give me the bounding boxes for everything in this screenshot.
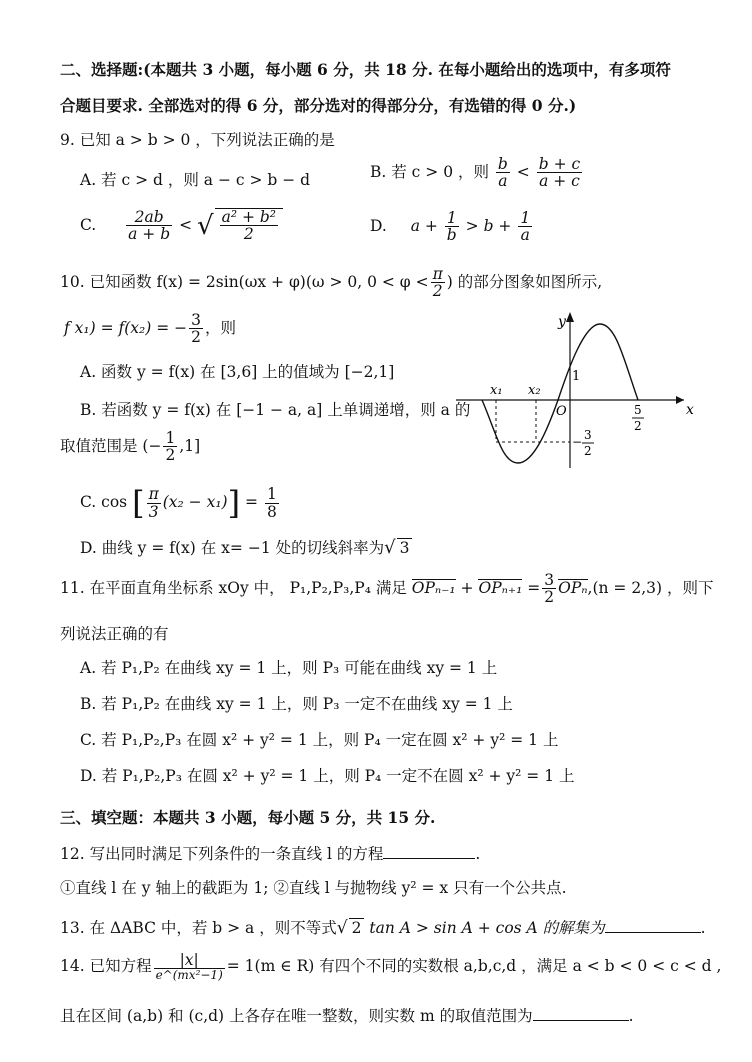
q9-option-d (370, 210, 534, 244)
q9-option-b-label: B. 若 c > 0 ，则 (370, 162, 489, 181)
q10-condition (64, 312, 236, 346)
q11-eq: = (527, 578, 541, 597)
q11-option-d: D. 若 P₁,P₂,P₃ 在圆 x² + y² = 1 上，则 P₄ 一定不在圆 x² + y² = 1 上 (80, 767, 575, 785)
q11-option-a: A. 若 P₁,P₂ 在曲线 xy = 1 上，则 P₃ 可能在曲线 xy = 1 上 (80, 659, 498, 677)
graph-origin-label: O (556, 404, 567, 419)
graph-y-arrow (566, 312, 574, 322)
q10-c-label: C. cos (80, 493, 128, 511)
q11-stem-a: 11. 在平面直角坐标系 xOy 中， P₁,P₂,P₃,P₄ 满足 (60, 578, 407, 597)
q9-d-a: a + (410, 216, 438, 235)
q10-b2-frac: $\frac{1}{2}$ (165, 429, 176, 465)
q13-stem-b: tan A > sin A + cos A 的解集为 (369, 919, 605, 937)
q10-cond-frac: $\frac{3}{2}$ (191, 311, 201, 347)
q10-c-rbracket: ] (227, 484, 241, 522)
q12-stem-text: 12. 写出同时满足下列条件的一条直线 l 的方程 (60, 845, 384, 863)
q10-c-inner: (x₂ − x₁) (162, 493, 228, 511)
q10-option-d (80, 536, 412, 558)
graph-x2-label: x₂ (528, 383, 541, 398)
q9-c-lt: < (179, 215, 193, 234)
q12-answer-blank[interactable] (383, 858, 475, 859)
q14-answer-blank[interactable] (533, 1020, 629, 1021)
q9-option-d-label: D. (370, 216, 387, 235)
q10-d-radical-sign: √ (384, 537, 396, 558)
q10-c-lbracket: [ (132, 484, 145, 522)
q11-frac: $\frac{3}{2}$ (544, 571, 555, 607)
q10-cond-a: f x₁) = f(x₂) = − (64, 318, 188, 337)
graph-two-label-b: 2 (584, 444, 592, 458)
q13-stem-a: 13. 在 ΔABC 中，若 b > a ，则不等式 (60, 919, 337, 937)
q9-c-radical: $\frac{\text{a² + b²}}{2}$ (215, 208, 283, 243)
q14-frac: $\frac{|x|}{\text{e\textasciicircum{}(mx²−1)}}$ (155, 951, 223, 983)
q14-line2-text: 且在区间 (a,b) 和 (c,d) 上各存在唯一整数，则实数 m 的取值范围为 (60, 1007, 533, 1025)
q14-stem-b: = 1(m ∈ R) 有四个不同的实数根 a,b,c,d ，满足 a < b < 0 < c < d , (226, 956, 722, 975)
q11-vec2: OPₙ₊₁ (478, 578, 523, 597)
q9-b-frac2: $\frac{b + c}{a + c}$ (538, 155, 581, 191)
q13-radical-sign: √ (336, 918, 348, 938)
q10-cond-b: ，则 (205, 318, 237, 337)
section-2-heading-line2: 合题目要求. 全部选对的得 6 分，部分选对的得部分分，有选错的得 0 分.) (60, 96, 577, 115)
graph-neg-sign: − (572, 435, 583, 449)
q9-option-a: A. 若 c > d ，则 a − c > b − d (80, 171, 311, 189)
q9-d-frac1: $\frac{1}{b}$ (446, 209, 457, 245)
q14-stem (60, 952, 721, 982)
q9-option-c-label: C. (80, 215, 97, 234)
q10-option-b-line1: B. 若函数 y = f(x) 在 [−1 − a, a] 上单调递增，则 a 的 (80, 401, 471, 419)
q9-option-b (370, 156, 584, 190)
q10-b2-b: ,1] (179, 436, 201, 455)
q10-option-b-line2 (60, 430, 200, 464)
function-graph (452, 308, 692, 478)
q13-answer-blank[interactable] (605, 932, 701, 933)
section-2-heading-line1: 二、选择题:(本题共 3 小题，每小题 6 分，共 18 分. 在每小题给出的选项中，有多项符 (60, 60, 671, 79)
q10-stem-frac: $\frac{\pi}{2}$ (432, 265, 443, 301)
q11-plus: + (460, 578, 474, 597)
graph-five-label: 5 (634, 403, 642, 417)
q11-vec3: OPₙ (558, 578, 588, 597)
graph-y-label: y (558, 314, 566, 330)
q11-vec1: OPₙ₋₁ (411, 578, 456, 597)
q12-end: . (475, 845, 481, 863)
q9-c-radical-sign: √ (197, 210, 214, 241)
q10-b2-a: 取值范围是 (− (60, 436, 162, 455)
q10-c-frac2: $\frac{1}{8}$ (266, 485, 277, 521)
q10-d-radical: 3 (397, 538, 413, 557)
q10-d-a: D. 曲线 y = f(x) 在 x= −1 处的切线斜率为 (80, 539, 385, 557)
q13-stem (60, 916, 706, 938)
q11-stem-line2: 列说法正确的有 (60, 625, 169, 643)
graph-curve (482, 324, 638, 463)
q10-stem (60, 266, 602, 300)
q11-option-b: B. 若 P₁,P₂ 在曲线 xy = 1 上，则 P₃ 一定不在曲线 xy = 1 上 (80, 695, 513, 713)
graph-x-arrow (676, 396, 684, 404)
q9-b-frac1: $\frac{b}{a}$ (497, 155, 508, 191)
q12-condition: ①直线 l 在 y 轴上的截距为 1; ②直线 l 与抛物线 y² = x 只有一个公共点. (60, 879, 567, 897)
q10-stem-a: 10. 已知函数 f(x) = 2sin(ωx + φ)(ω > 0, 0 < φ < (60, 272, 429, 291)
graph-two-label-a: 2 (634, 419, 642, 433)
q14-line2 (60, 1004, 634, 1026)
q13-radical: 2 (349, 918, 365, 937)
graph-three-label: 3 (584, 428, 592, 442)
q14-end: . (628, 1007, 634, 1025)
q10-c-frac1: $\frac{\pi}{3}$ (148, 485, 159, 521)
q11-stem (60, 572, 713, 606)
section-3-heading: 三、填空题：本题共 3 小题，每小题 5 分，共 15 分. (60, 808, 436, 827)
q10-c-eq: = (245, 493, 259, 511)
graph-x-label: x (686, 402, 694, 418)
q9-c-frac: $\frac{2ab}{a + b}$ (128, 208, 171, 244)
q11-stem-b: ,(n = 2,3) ，则下 (587, 578, 714, 597)
graph-one-label: 1 (572, 369, 581, 384)
q10-option-c (80, 484, 281, 522)
q9-b-lt: < (516, 162, 530, 181)
q9-d-mid: > b + (465, 216, 512, 235)
q12-stem (60, 842, 480, 864)
q13-end: . (700, 919, 706, 937)
q9-d-frac2: $\frac{1}{a}$ (520, 209, 531, 245)
q11-option-c: C. 若 P₁,P₂,P₃ 在圆 x² + y² = 1 上，则 P₄ 一定在圆 x² + y² = 1 上 (80, 731, 559, 749)
q9-stem: 9. 已知 a > b > 0 ，下列说法正确的是 (60, 131, 335, 149)
q10-stem-b: ) 的部分图象如图所示, (446, 272, 603, 291)
q14-stem-a: 14. 已知方程 (60, 956, 152, 975)
q10-option-a: A. 函数 y = f(x) 在 [3,6] 上的值域为 [−2,1] (80, 363, 395, 381)
q9-option-c (80, 208, 283, 243)
graph-x1-label: x₁ (490, 383, 503, 398)
